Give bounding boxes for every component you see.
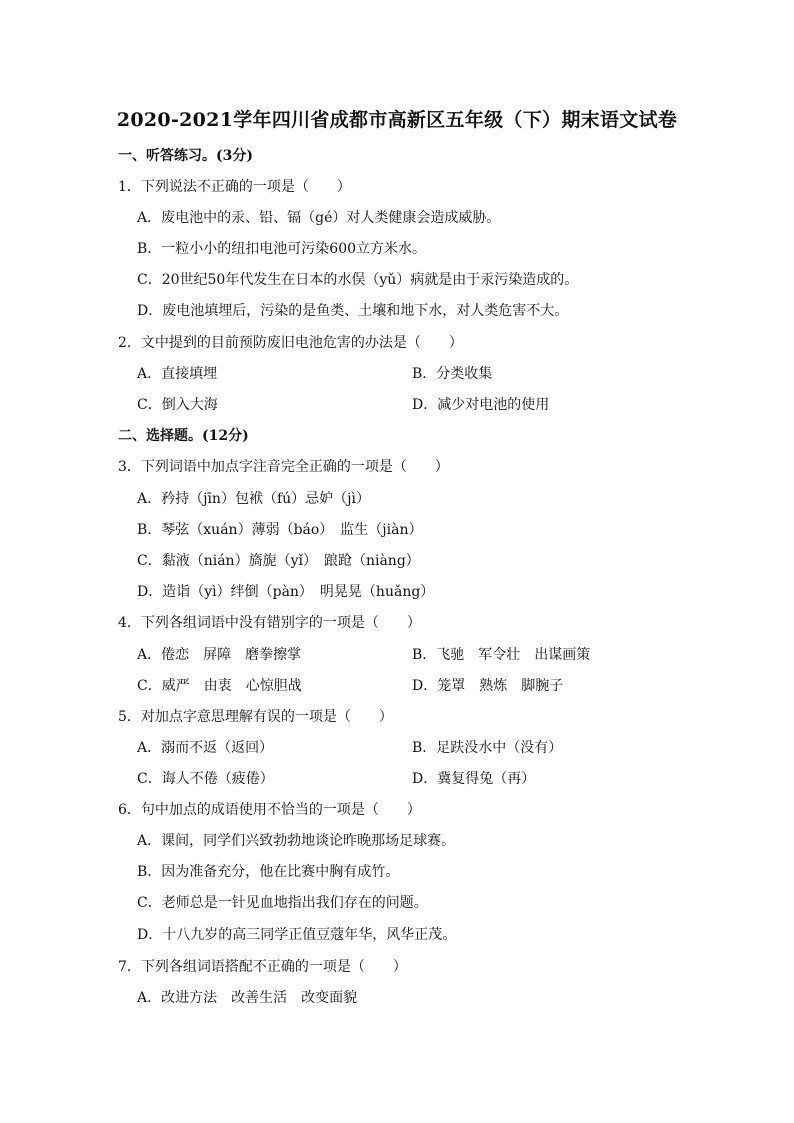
question-6-option-d: D．十八九岁的高三同学正值豆蔻年华，风华正茂。 — [137, 927, 457, 943]
question-6-option-b: B．因为准备充分，他在比赛中胸有成竹。 — [137, 864, 400, 880]
question-1-option-b: B．一粒小小的纽扣电池可污染600立方米水。 — [137, 241, 427, 257]
question-2-stem: 2．文中提到的目前预防废旧电池危害的办法是（ ） — [118, 335, 463, 351]
question-4-option-d: D．笼罩 熟炼 脚腕子 — [412, 678, 564, 694]
question-3-option-a: A．矜持（jīn）包袱（fú）忌妒（jì） — [137, 491, 370, 507]
question-1-stem: 1．下列说法不正确的一项是（ ） — [118, 179, 351, 195]
section-heading-listening: 一、听答练习。(3分) — [118, 148, 253, 164]
question-7-stem: 7．下列各组词语搭配不正确的一项是（ ） — [118, 959, 407, 975]
question-5-option-c: C．诲人不倦（疲倦） — [137, 771, 274, 787]
question-1-option-c: C．20世纪50年代发生在日本的水俣（yǔ）病就是由于汞污染造成的。 — [137, 272, 579, 288]
question-2-option-b: B．分类收集 — [412, 366, 493, 382]
section-heading-choice: 二、选择题。(12分) — [118, 428, 249, 444]
question-3-option-b: B．琴弦（xuán）薄弱（báo） 监生（jiàn） — [137, 522, 423, 538]
question-6-option-a: A．课间，同学们兴致勃勃地谈论昨晚那场足球赛。 — [137, 833, 456, 849]
question-5-option-d: D．冀复得兔（再） — [412, 771, 536, 787]
question-4-option-c: C．威严 由衷 心惊胆战 — [137, 678, 302, 694]
question-3-option-d: D．造诣（yì）绊倒（pàn） 明晃晃（huǎng） — [137, 584, 435, 600]
question-4-option-b: B．飞驰 军令壮 出谋画策 — [412, 647, 591, 663]
question-4-stem: 4．下列各组词语中没有错别字的一项是（ ） — [118, 615, 421, 631]
question-2-option-a: A．直接填埋 — [137, 366, 218, 382]
question-5-stem: 5．对加点字意思理解有误的一项是（ ） — [118, 709, 393, 725]
question-2-option-c: C．倒入大海 — [137, 397, 218, 413]
question-1-option-d: D．废电池填埋后，污染的是鱼类、土壤和地下水，对人类危害不大。 — [137, 303, 569, 319]
question-7-option-a: A．改进方法 改善生活 改变面貌 — [137, 990, 358, 1006]
question-5-option-a: A．溺而不返（返回） — [137, 740, 274, 756]
question-6-stem: 6．句中加点的成语使用不恰当的一项是（ ） — [118, 802, 421, 818]
question-3-option-c: C．黏液（nián）旖旎（yǐ） 踉跄（niàng） — [137, 553, 420, 569]
question-1-option-a: A．废电池中的汞、铅、镉（gé）对人类健康会造成威胁。 — [137, 210, 501, 226]
question-5-option-b: B．足趺没水中（没有） — [412, 740, 563, 756]
question-4-option-a: A．倦恋 屏障 磨拳擦掌 — [137, 647, 302, 663]
question-2-option-d: D．减少对电池的使用 — [412, 397, 550, 413]
question-6-option-c: C．老师总是一针见血地指出我们存在的问题。 — [137, 895, 428, 911]
question-3-stem: 3．下列词语中加点字注音完全正确的一项是（ ） — [118, 459, 449, 475]
page-title: 2020-2021学年四川省成都市高新区五年级（下）期末语文试卷 — [116, 109, 678, 131]
